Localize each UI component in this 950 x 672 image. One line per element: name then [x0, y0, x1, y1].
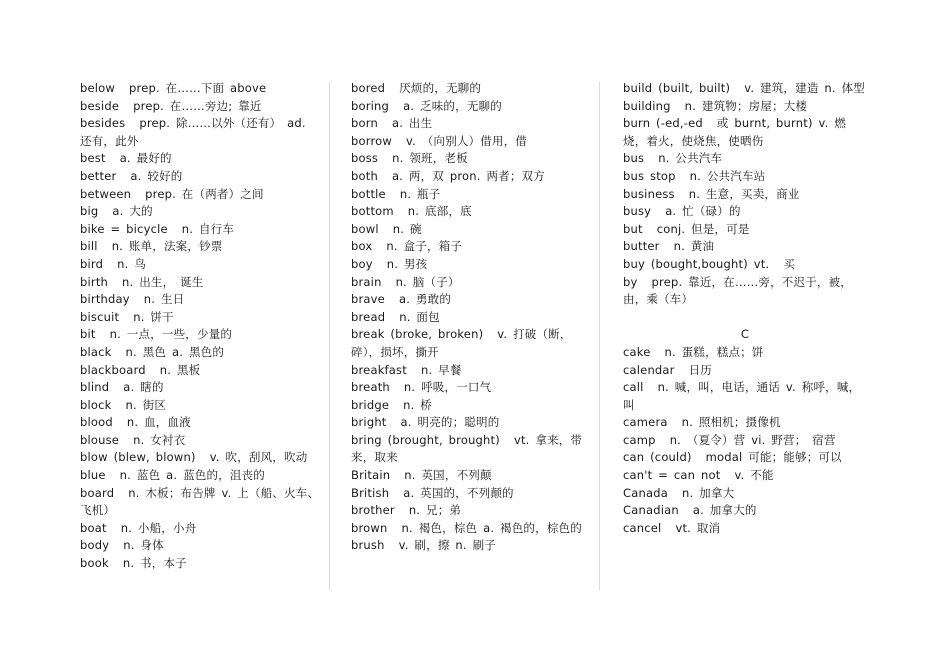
definition: 厌烦的，无聊的 — [399, 81, 482, 95]
headword: bread — [351, 309, 386, 324]
headword: buy (bought,bought) vt. — [623, 256, 770, 271]
headword: Canada — [623, 485, 668, 500]
column-divider — [599, 82, 600, 590]
vocab-entry — [351, 274, 591, 292]
definition: n. 生意，买卖，商业 — [688, 186, 800, 201]
definition: n. 鸟 — [117, 256, 147, 271]
headword: black — [80, 344, 112, 359]
headword: bus stop — [623, 168, 676, 183]
vocab-entry — [623, 432, 867, 450]
headword: bike = bicycle — [80, 221, 168, 236]
definition: 日历 — [688, 362, 713, 377]
vocab-entry — [80, 256, 322, 274]
definition: n. 盒子，箱子 — [386, 239, 463, 254]
definition: n. 兄；弟 — [408, 503, 462, 518]
headword: business — [623, 186, 675, 201]
vocab-entry — [351, 414, 591, 432]
headword: call — [623, 380, 644, 395]
vocab-entry — [623, 520, 867, 538]
definition: a. 乏味的，无聊的 — [403, 98, 502, 113]
headword: bit — [80, 327, 96, 342]
definition: n. 木板；布告牌 v. 上（船、火车、飞机） — [80, 485, 320, 518]
vocab-entry — [351, 326, 591, 361]
headword: blind — [80, 380, 110, 395]
definition: n. 底部，底 — [407, 204, 472, 219]
vocab-column-1 — [80, 80, 322, 573]
vocab-entry — [351, 80, 591, 98]
vocab-entry — [351, 168, 591, 186]
headword: bridge — [351, 397, 390, 412]
vocab-entry — [80, 537, 322, 555]
definition: n. 出生， 诞生 — [122, 274, 204, 289]
definition: n. 账单，法案，钞票 — [111, 239, 223, 254]
headword: break (broke, broken) — [351, 327, 484, 342]
vocab-entry — [351, 432, 591, 467]
spacer — [623, 309, 867, 327]
vocab-entry — [623, 150, 867, 168]
definition: a. 加拿大的 — [692, 503, 757, 518]
vocab-entry — [351, 150, 591, 168]
vocab-entry — [80, 80, 322, 98]
headword: beside — [80, 98, 120, 113]
definition: prep. 在……下面 above — [129, 81, 267, 95]
headword: burn (-ed,-ed — [623, 116, 703, 131]
headword: best — [80, 151, 106, 166]
headword: British — [351, 485, 390, 500]
definition: a. 两，双 pron. 两者；双方 — [391, 168, 545, 183]
definition: n. 英国，不列颠 — [404, 468, 492, 483]
headword: brown — [351, 520, 388, 535]
headword: blood — [80, 415, 113, 430]
vocab-entry — [80, 186, 322, 204]
definition: n. 碗 — [392, 221, 422, 236]
definition: a. 出生 — [391, 116, 433, 131]
headword: Canadian — [623, 503, 679, 518]
definition: n. 蛋糕，糕点；饼 — [664, 344, 764, 359]
headword: by — [623, 274, 638, 289]
definition: n. 身体 — [123, 538, 164, 553]
definition: n. 饼干 — [133, 309, 174, 324]
headword: bill — [80, 239, 98, 254]
vocab-entry — [80, 344, 322, 362]
definition: a. 明亮的；聪明的 — [400, 415, 500, 430]
headword: box — [351, 239, 373, 254]
definition: v. 刷，擦 n. 刷子 — [398, 538, 496, 553]
definition: n. 呼吸，一口气 — [403, 380, 492, 395]
vocab-entry — [623, 186, 867, 204]
headword: Britain — [351, 468, 391, 483]
definition: n. 自行车 — [181, 221, 235, 236]
headword: born — [351, 116, 378, 131]
vocab-entry — [80, 221, 322, 239]
vocab-entry — [623, 274, 867, 309]
definition: v. 吹，刮风，吹动 — [209, 450, 308, 465]
vocab-entry — [351, 221, 591, 239]
vocab-entry — [80, 309, 322, 327]
headword: biscuit — [80, 309, 120, 324]
vocab-entry — [80, 467, 322, 485]
vocab-entry — [351, 291, 591, 309]
headword: bottle — [351, 186, 386, 201]
definition: n. 男孩 — [386, 256, 428, 271]
section-heading: C — [740, 327, 750, 342]
definition: a. 瞎的 — [123, 380, 164, 395]
headword: breakfast — [351, 362, 407, 377]
definition: 买 — [783, 256, 796, 271]
definition: n. 女衬衣 — [133, 432, 186, 447]
vocab-entry — [351, 502, 591, 520]
definition: n. （夏令）营 vi. 野营； 宿营 — [669, 432, 836, 447]
vocab-entry — [623, 168, 867, 186]
headword: both — [351, 168, 378, 183]
vocab-entry — [351, 397, 591, 415]
vocab-entry — [80, 238, 322, 256]
vocab-column-2 — [351, 80, 591, 555]
headword: body — [80, 538, 110, 553]
definition: prep. 靠近，在……旁，不迟于，被，由，乘（车） — [623, 274, 852, 307]
headword: bowl — [351, 221, 379, 236]
headword: block — [80, 397, 112, 412]
vocab-entry — [623, 80, 867, 98]
definition: n. 一点，一些，少量的 — [109, 327, 233, 342]
headword: can (could) — [623, 450, 692, 465]
headword: brush — [351, 538, 385, 553]
definition: n. 街区 — [125, 397, 167, 412]
vocab-entry — [80, 291, 322, 309]
vocab-entry — [351, 98, 591, 116]
headword: camera — [623, 415, 668, 430]
definition: modal 可能；能够；可以 — [705, 450, 842, 465]
headword: build (built, built) — [623, 81, 731, 95]
headword: butter — [623, 239, 660, 254]
vocab-entry — [351, 467, 591, 485]
vocab-entry — [80, 115, 322, 150]
vocab-entry — [80, 168, 322, 186]
vocab-entry — [80, 150, 322, 168]
definition: n. 蓝色 a. 蓝色的，沮丧的 — [119, 468, 265, 483]
headword: bright — [351, 415, 387, 430]
vocab-entry — [623, 238, 867, 256]
definition: n. 脑（子） — [395, 274, 460, 289]
definition: a. 忙（碌）的 — [665, 204, 741, 219]
headword: borrow — [351, 133, 392, 148]
definition: n. 建筑物；房屋；大楼 — [684, 98, 808, 113]
definition: prep. 在……旁边; 靠近 — [133, 98, 262, 113]
headword: boss — [351, 151, 379, 166]
definition: v. 打破（断，碎），损坏，撕开 — [351, 327, 572, 359]
headword: big — [80, 204, 99, 219]
vocab-entry — [80, 414, 322, 432]
headword: book — [80, 556, 109, 571]
vocab-entry — [351, 485, 591, 503]
vocab-entry — [351, 520, 591, 538]
definition: n. 褐色，棕色 a. 褐色的，棕色的 — [401, 520, 582, 535]
headword: brave — [351, 292, 385, 307]
headword: blow (blew, blown) — [80, 450, 196, 465]
definition: n. 领班，老板 — [392, 151, 468, 166]
vocab-entry — [623, 485, 867, 503]
vocab-entry — [351, 309, 591, 327]
definition: n. 公共汽车站 — [689, 168, 766, 183]
vocab-entry — [351, 238, 591, 256]
vocab-entry — [80, 555, 322, 573]
definition: n. 瓶子 — [399, 186, 441, 201]
vocab-entry — [623, 379, 867, 414]
headword: boy — [351, 256, 373, 271]
headword: boring — [351, 98, 390, 113]
definition: a. 较好的 — [130, 168, 183, 183]
headword: bottom — [351, 204, 394, 219]
definition: n. 生日 — [143, 292, 185, 307]
headword: can't = can not — [623, 468, 721, 483]
headword: building — [623, 98, 671, 113]
definition: n. 公共汽车 — [658, 151, 723, 166]
vocab-entry — [623, 414, 867, 432]
vocab-entry — [80, 274, 322, 292]
headword: between — [80, 186, 132, 201]
vocab-entry — [80, 203, 322, 221]
vocab-entry — [80, 98, 322, 116]
definition: v. 建筑，建造 n. 体型 — [744, 81, 865, 95]
vocab-entry — [351, 362, 591, 380]
headword: camp — [623, 432, 656, 447]
vocab-entry — [351, 133, 591, 151]
vocab-entry — [623, 115, 867, 150]
definition: v. 不能 — [734, 468, 774, 483]
headword: better — [80, 168, 117, 183]
vocab-entry — [351, 379, 591, 397]
headword: bring (brought, brought) — [351, 432, 500, 447]
headword: bored — [351, 81, 386, 95]
headword: brother — [351, 503, 395, 518]
definition: v. （向别人）借用，借 — [405, 133, 528, 148]
vocab-entry — [623, 467, 867, 485]
definition: n. 小船，小舟 — [120, 520, 197, 535]
definition: 或 burnt, burnt) v. 燃烧，着火，使烧焦，使晒伤 — [623, 116, 847, 148]
vocab-entry — [80, 362, 322, 380]
definition: prep. 在（两者）之间 — [145, 186, 264, 201]
headword: board — [80, 485, 115, 500]
headword: bird — [80, 256, 104, 271]
vocab-column-3 — [623, 80, 867, 537]
definition: n. 黄油 — [673, 239, 715, 254]
vocab-entry — [623, 221, 867, 239]
headword: calendar — [623, 362, 675, 377]
headword: but — [623, 221, 643, 236]
headword: cancel — [623, 520, 662, 535]
vocab-entry — [623, 502, 867, 520]
headword: cake — [623, 344, 651, 359]
vocab-entry — [623, 203, 867, 221]
vocab-entry — [351, 203, 591, 221]
vocab-entry — [623, 344, 867, 362]
headword: blouse — [80, 432, 120, 447]
column-divider — [329, 82, 330, 590]
vocab-entry — [80, 449, 322, 467]
vocab-entry — [351, 537, 591, 555]
vocab-entry — [80, 379, 322, 397]
headword: birthday — [80, 292, 130, 307]
headword: brain — [351, 274, 382, 289]
headword: busy — [623, 204, 652, 219]
vocab-entry — [623, 256, 867, 274]
headword: breath — [351, 380, 390, 395]
headword: birth — [80, 274, 109, 289]
definition: a. 大的 — [112, 204, 153, 219]
vocab-entry — [351, 256, 591, 274]
definition: vt. 取消 — [675, 520, 721, 535]
headword: blackboard — [80, 362, 146, 377]
definition: n. 早餐 — [420, 362, 462, 377]
vocab-entry — [80, 326, 322, 344]
definition: a. 勇敢的 — [398, 292, 452, 307]
definition: n. 黑板 — [159, 362, 201, 377]
definition: n. 加拿大 — [681, 485, 735, 500]
definition: n. 桥 — [403, 397, 433, 412]
definition: n. 面包 — [399, 309, 440, 324]
definition: n. 书，本子 — [122, 556, 187, 571]
vocab-entry — [80, 520, 322, 538]
vocab-entry — [80, 485, 322, 520]
headword: boat — [80, 520, 107, 535]
headword: besides — [80, 116, 126, 131]
definition: n. 黑色 a. 黑色的 — [125, 344, 225, 359]
definition: prep. 除……以外（还有） ad. 还有，此外 — [80, 116, 306, 148]
vocab-entry — [351, 115, 591, 133]
vocab-entry — [623, 362, 867, 380]
vocab-entry — [623, 98, 867, 116]
definition: n. 喊，叫，电话，通话 v. 称呼，喊，叫 — [623, 380, 861, 412]
vocab-entry — [80, 432, 322, 450]
definition: n. 血，血液 — [126, 415, 191, 430]
vocab-entry — [351, 186, 591, 204]
headword: below — [80, 81, 116, 95]
definition: vt. 拿来，带来，取来 — [351, 432, 583, 465]
vocab-entry — [80, 397, 322, 415]
definition: a. 英国的，不列颠的 — [403, 485, 514, 500]
definition: n. 照相机；摄像机 — [681, 415, 781, 430]
headword: blue — [80, 468, 106, 483]
headword: bus — [623, 151, 645, 166]
definition: a. 最好的 — [119, 151, 172, 166]
vocab-entry — [623, 449, 867, 467]
definition: conj. 但是，可是 — [656, 221, 750, 236]
